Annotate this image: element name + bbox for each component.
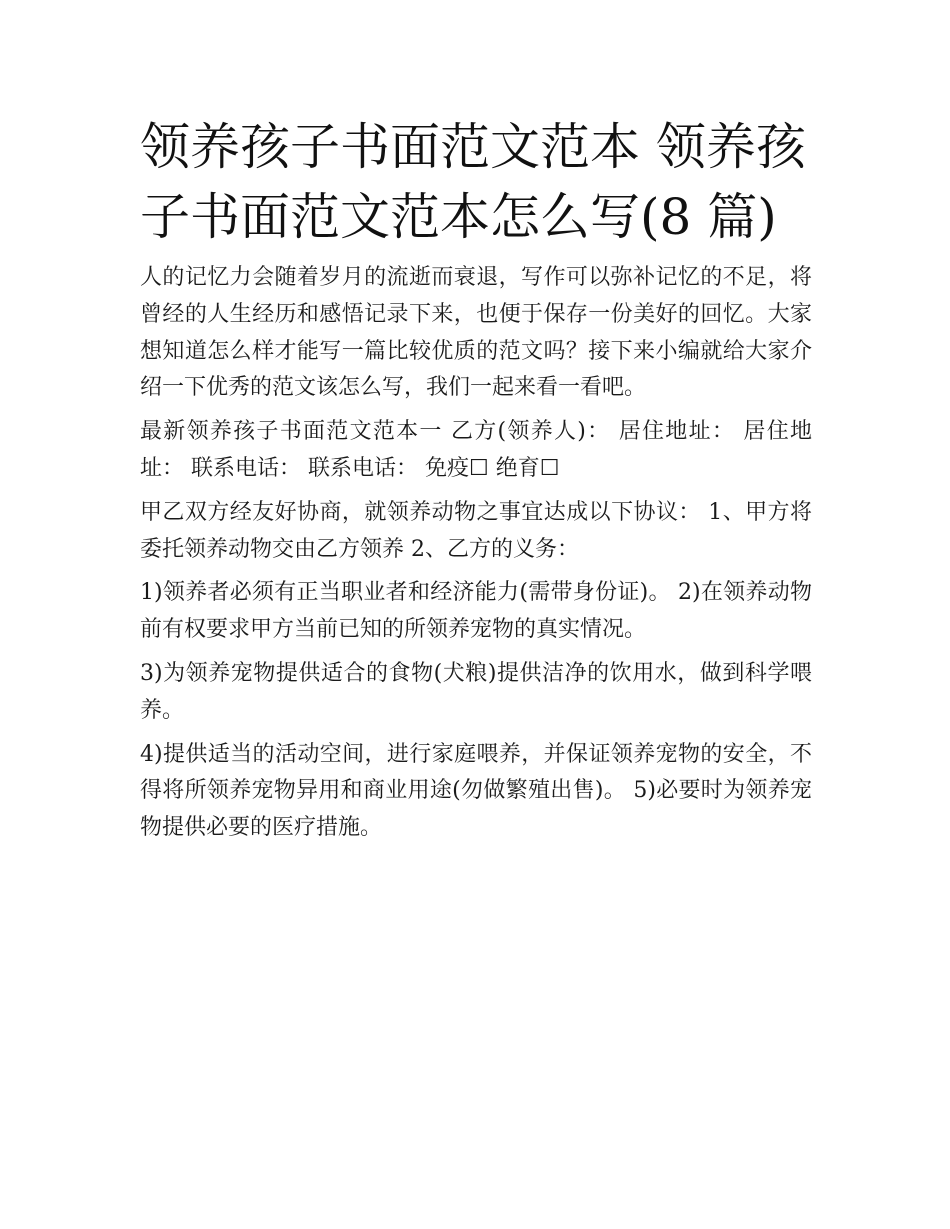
obligation-1-2-paragraph: 1)领养者必须有正当职业者和经济能力(需带身份证)。 2)在领养动物前有权要求甲方当前已知的所领养宠物的真实情况。 <box>140 580 812 643</box>
obligation-4-5-paragraph: 4)提供适当的活动空间，进行家庭喂养，并保证领养宠物的安全，不得将所领养宠物异用和商业用途(勿做繁殖出售)。 5)必要时为领养宠物提供必要的医疗措施。 <box>140 741 812 841</box>
document-body <box>140 112 812 847</box>
intro-paragraph: 人的记忆力会随着岁月的流逝而衰退，写作可以弥补记忆的不足，将曾经的人生经历和感悟记录下来，也便于保存一份美好的回忆。大家想知道怎么样才能写一篇比较优质的范文吗？接下来小编就给大家介绍一下优秀的范文该怎么写，我们一起来看一看吧。 <box>140 265 812 401</box>
document-title: 领养孩子书面范文范本 领养孩子书面范文范本怎么写(8 篇) <box>140 118 806 246</box>
agreement-paragraph: 甲乙双方经友好协商，就领养动物之事宜达成以下协议： 1、甲方将委托领养动物交由乙方领养 2、乙方的义务： <box>140 499 812 562</box>
obligation-3-paragraph: 3)为领养宠物提供适合的食物(犬粮)提供洁净的饮用水，做到科学喂养。 <box>140 660 812 723</box>
adopter-info-paragraph: 最新领养孩子书面范文范本一 乙方(领养人)： 居住地址： 居住地址： 联系电话： 联系电话： 免疫☐ 绝育☐ <box>140 419 812 481</box>
